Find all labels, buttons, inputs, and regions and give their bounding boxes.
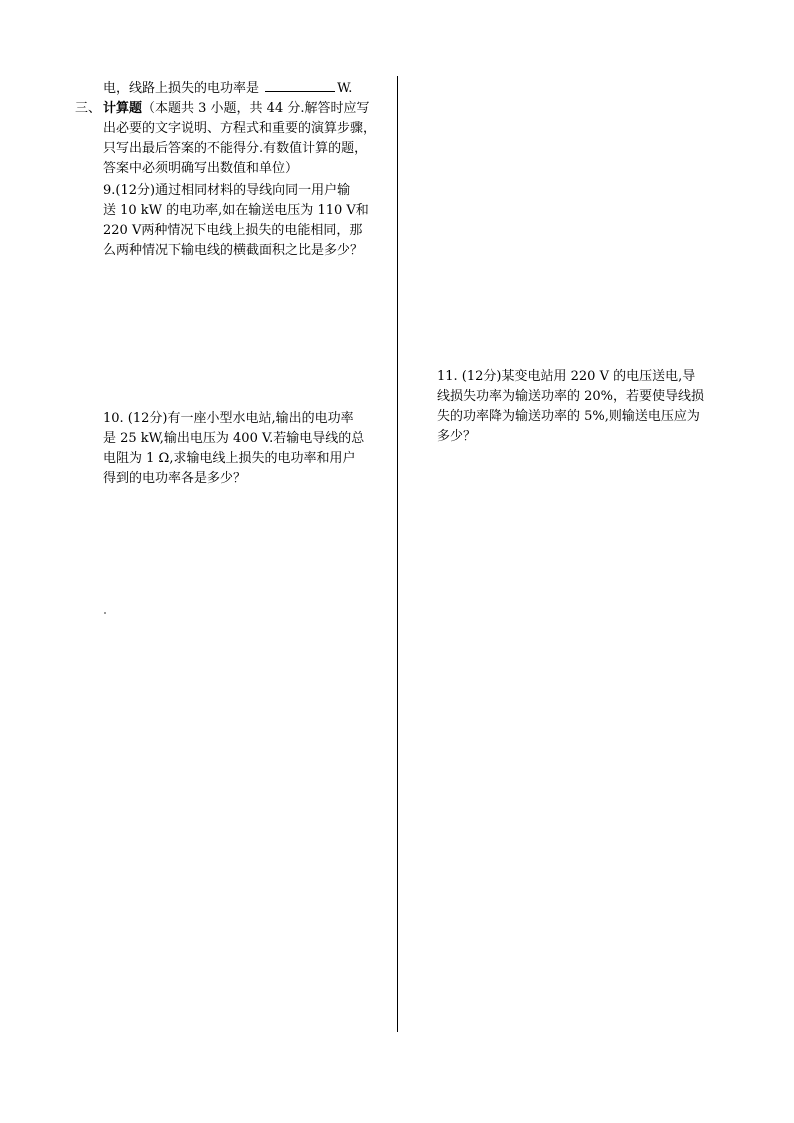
previous-question-tail <box>103 77 352 96</box>
stray-mark <box>104 612 106 614</box>
question-11-line-1: 11. (12分)某变电站用 220 V 的电压送电,导 <box>437 369 696 384</box>
question-11-line-3: 失的功率降为输送功率的 5%,则输送电压应为 <box>437 409 700 424</box>
question-10-line-1: 10. (12分)有一座小型水电站,输出的电功率 <box>103 411 354 426</box>
previous-question-text: 电，线路上损失的电功率是 <box>103 81 264 96</box>
section-instructions-line-4: 答案中必须明确写出数值和单位） <box>103 161 299 176</box>
section-title: 计算题 <box>103 101 143 116</box>
previous-question-unit: W. <box>337 81 353 96</box>
section-number: 三、 <box>75 101 102 116</box>
question-10 <box>103 409 393 489</box>
section-instructions-line-2: 出必要的文字说明、方程式和重要的演算步骤， <box>103 121 377 136</box>
question-11-line-4: 多少？ <box>437 429 477 444</box>
answer-blank <box>265 79 335 92</box>
question-9-line-3: 220 V两种情况下电线上损失的电能相同，那 <box>103 223 363 238</box>
question-10-line-2: 是 25 kW,输出电压为 400 V.若输电导线的总 <box>103 431 365 446</box>
section-instructions <box>103 99 393 179</box>
question-9-line-1: 9.(12分)通过相同材料的导线向同一用户输 <box>103 183 351 198</box>
question-10-line-4: 得到的电功率各是多少？ <box>103 471 247 486</box>
question-10-line-3: 电阻为 1 Ω,求输电线上损失的电功率和用户 <box>103 451 356 466</box>
question-9 <box>103 181 393 261</box>
question-9-line-2: 送 10 kW 的电功率,如在输送电压为 110 V和 <box>103 203 369 218</box>
question-11 <box>437 367 727 447</box>
question-9-line-4: 么两种情况下输电线的横截面积之比是多少？ <box>103 243 364 258</box>
section-instructions-line-3: 只写出最后答案的不能得分.有数值计算的题， <box>103 141 368 156</box>
question-11-line-2: 线损失功率为输送功率的 20%，若要使导线损 <box>437 389 705 404</box>
column-divider <box>397 76 398 1032</box>
section-instructions-line-1: 计算题（本题共 3 小题，共 44 分.解答时应写 <box>103 101 370 116</box>
